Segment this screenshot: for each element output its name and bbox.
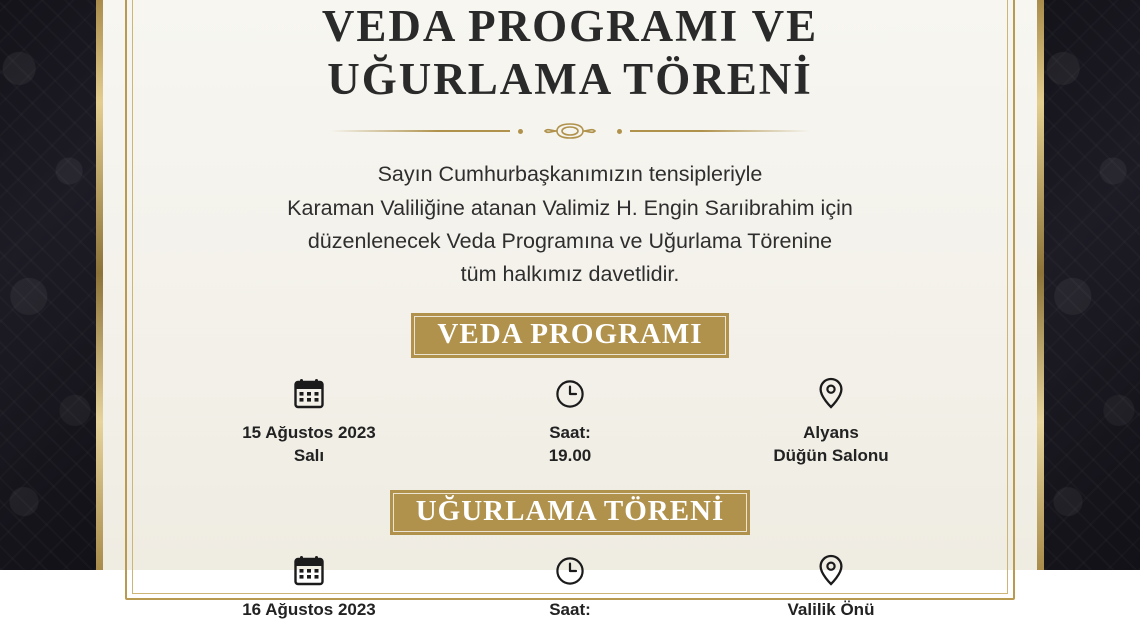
detail-time-line-2: 19.00: [548, 446, 592, 466]
detail-date-2: [227, 553, 392, 622]
section-ugurlama-toreni: [151, 468, 989, 622]
invitation-line-4: tüm halkımız davetlidir.: [460, 262, 680, 287]
detail-location-line-1: Alyans: [803, 423, 859, 443]
detail-location-text: [749, 422, 914, 468]
detail-time-2: [488, 553, 653, 622]
detail-location-line-2: Düğün Salonu: [773, 446, 889, 466]
details-veda-programi: [151, 376, 989, 468]
left-ornamental-panel: [0, 0, 96, 570]
detail-date-2-text: [227, 599, 392, 622]
detail-time: [488, 376, 653, 468]
title-line-1: VEDA PROGRAMI VE: [321, 1, 819, 51]
detail-date-text: [227, 422, 392, 468]
poster-content: [151, 0, 989, 620]
clock-icon: [488, 376, 653, 410]
detail-time-text: [488, 422, 653, 468]
detail-time-line-1: Saat:: [549, 423, 591, 443]
detail-date-2-line-1: 16 Ağustos 2023: [242, 600, 376, 620]
location-pin-icon: [749, 376, 914, 410]
detail-location: [749, 376, 914, 468]
right-ornamental-panel: [1044, 0, 1140, 570]
detail-time-2-text: [488, 599, 653, 622]
section-veda-programi: [151, 291, 989, 468]
detail-date-line-1: 15 Ağustos 2023: [242, 423, 376, 443]
divider-bar-right: [630, 130, 810, 132]
divider-bar-left: [330, 130, 510, 132]
detail-location-2: [749, 553, 914, 622]
calendar-icon: [227, 553, 392, 587]
title-line-2: UĞURLAMA TÖRENİ: [327, 54, 813, 105]
right-gold-edge: [1037, 0, 1044, 570]
section-badge-ugurlama-toreni: UĞURLAMA TÖRENİ: [390, 490, 751, 535]
detail-time-2-line-1: Saat:: [549, 600, 591, 620]
left-gold-edge: [96, 0, 103, 570]
invitation-line-3: düzenlenecek Veda Programına ve Uğurlama Törenine: [307, 228, 833, 253]
section-badge-veda-programi: VEDA PROGRAMI: [411, 313, 728, 358]
calendar-icon: [227, 376, 392, 410]
detail-location-2-text: [749, 599, 914, 622]
ornamental-divider: [330, 120, 810, 142]
detail-location-2-line-1: Valilik Önü: [787, 600, 875, 620]
page-title: [151, 0, 989, 106]
details-ugurlama-toreni: [151, 553, 989, 622]
divider-dot-left: [518, 129, 523, 134]
detail-date-line-2: Salı: [293, 446, 325, 466]
clock-icon: [488, 553, 653, 587]
invitation-text: [220, 158, 920, 291]
divider-dot-right: [617, 129, 622, 134]
poster-canvas: [103, 0, 1037, 620]
invitation-line-1: Sayın Cumhurbaşkanımızın tensipleriyle: [377, 162, 763, 187]
location-pin-icon: [749, 553, 914, 587]
invitation-line-2: Karaman Valiliğine atanan Valimiz H. Engin Sarıibrahim için: [287, 195, 853, 220]
flourish-icon: [531, 120, 609, 142]
detail-date: [227, 376, 392, 468]
